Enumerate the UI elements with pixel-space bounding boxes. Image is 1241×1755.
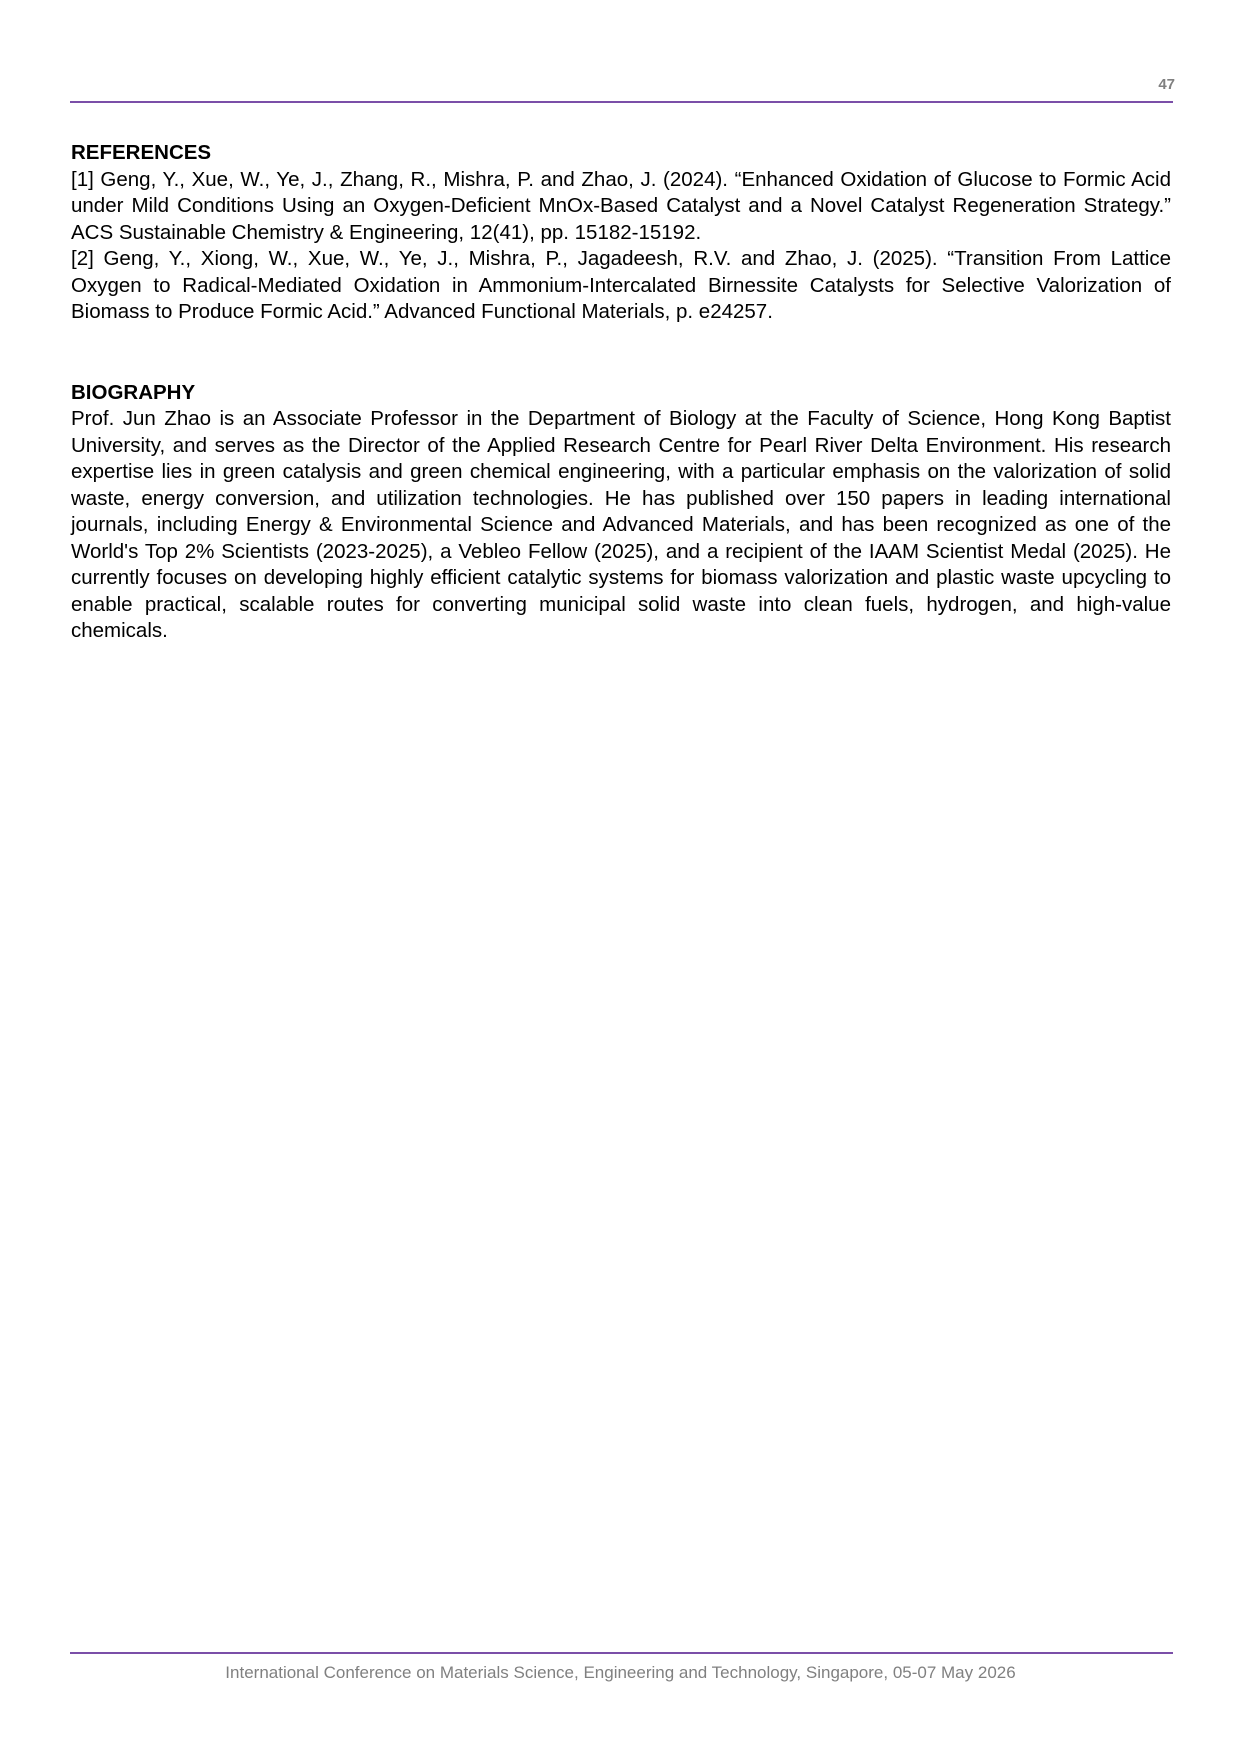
footer-text: International Conference on Materials Science, Engineering and Technology, Singapore, 05-07 May 2026 (225, 1663, 1016, 1682)
references-section (71, 140, 1171, 326)
biography-text: Prof. Jun Zhao is an Associate Professor in the Department of Biology at the Faculty of Science, Hong Kong Baptist University, and serves as the Director of the Applied Research Centre for Pearl River Delta Environment. His research expertise lies in green catalysis and green chemical engineering, with a particular emphasis on the valorization of solid waste, energy conversion, and utilization technologies. He has published over 150 papers in leading international journals, including Energy & Environmental Science and Advanced Materials, and has been recognized as one of the World's Top 2% Scientists (2023-2025), a Vebleo Fellow (2025), and a recipient of the IAAM Scientist Medal (2025). He currently focuses on developing highly efficient catalytic systems for biomass valorization and plastic waste upcycling to enable practical, scalable routes for converting municipal solid waste into clean fuels, hydrogen, and high-value chemicals. (71, 407, 1171, 642)
biography-section (71, 380, 1171, 645)
reference-item: [1] Geng, Y., Xue, W., Ye, J., Zhang, R., Mishra, P. and Zhao, J. (2024). “Enhanced Oxidation of Glucose to Formic Acid under Mild Conditions Using an Oxygen-Deficient MnOx-Based Catalyst and a Novel Catalyst Regeneration Strategy.” ACS Sustainable Chemistry & Engineering, 12(41), pp. 15182-15192. (71, 167, 1171, 244)
header-rule (70, 101, 1173, 103)
reference-item: [2] Geng, Y., Xiong, W., Xue, W., Ye, J., Mishra, P., Jagadeesh, R.V. and Zhao, J. (2025). “Transition From Lattice Oxygen to Radical-Mediated Oxidation in Ammonium-Intercalated Birnessite Catalysts for Selective Valorization of Biomass to Produce Formic Acid.” Advanced Functional Materials, p. e24257. (71, 247, 1171, 323)
page-number: 47 (1158, 76, 1175, 93)
footer-rule (70, 1652, 1173, 1654)
biography-heading: BIOGRAPHY (71, 380, 196, 404)
references-heading: REFERENCES (71, 141, 212, 164)
page-content (71, 140, 1171, 645)
